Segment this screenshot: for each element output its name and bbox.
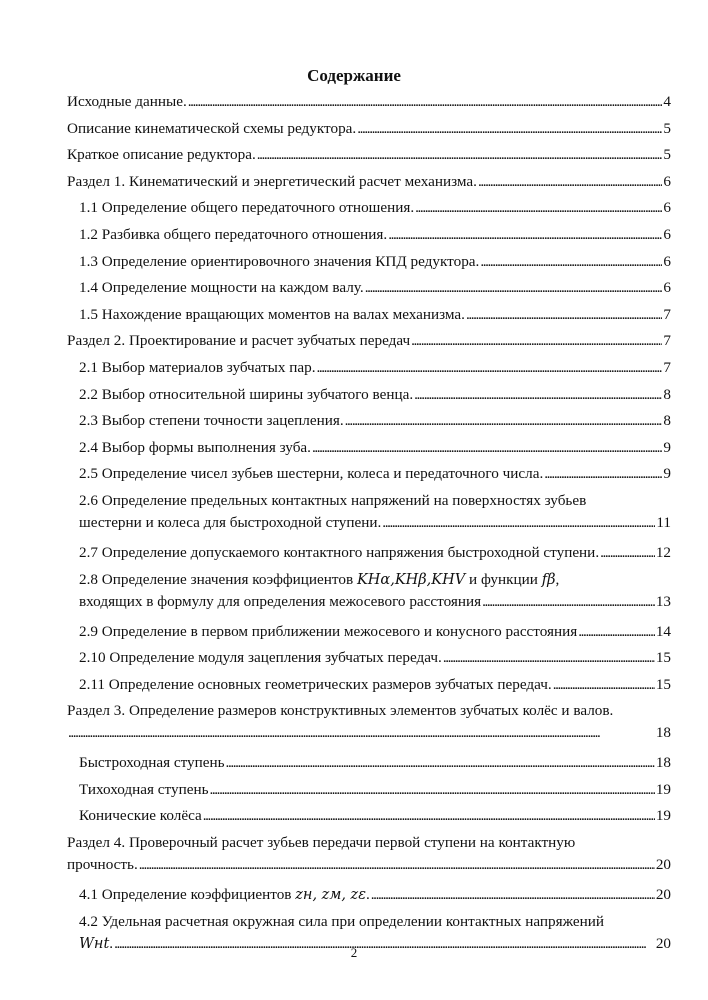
toc-page-number: 6 xyxy=(663,279,671,297)
toc-page-number: 11 xyxy=(656,513,671,531)
toc-entry[interactable] xyxy=(67,621,671,648)
toc-page-number: 19 xyxy=(655,780,671,798)
toc-entry[interactable] xyxy=(67,805,671,832)
leader-dots xyxy=(357,118,662,140)
toc-entry-text: 1.4 Определение мощности на каждом валу. xyxy=(79,279,364,297)
toc-entry-text: 2.4 Выбор формы выполнения зуба. xyxy=(79,438,311,456)
leader-dots xyxy=(139,854,655,876)
toc-entry[interactable] xyxy=(67,437,671,464)
leader-dots xyxy=(482,591,655,613)
toc-entry-text: Быстроходная ступень xyxy=(79,754,225,772)
toc-page-number: 12 xyxy=(655,543,671,561)
toc-page-number: 18 xyxy=(655,754,671,772)
toc-page-number: 6 xyxy=(663,252,671,270)
toc-entry-text: 1.1 Определение общего передаточного отношения. xyxy=(79,199,415,217)
toc-entry[interactable] xyxy=(67,118,671,145)
toc-page-number: 20 xyxy=(655,856,671,874)
leader-dots xyxy=(68,722,655,744)
toc-entry-text: 1.3 Определение ориентировочного значения КПД редуктора. xyxy=(79,252,480,270)
toc-entry-text-continued: шестерни и колеса для быстроходной ступени. xyxy=(79,513,382,531)
toc-entry-text: 1.2 Разбивка общего передаточного отношения. xyxy=(79,225,388,243)
leader-dots xyxy=(226,752,655,774)
text-segment: . xyxy=(365,886,370,904)
toc-entry-text: 2.6 Определение предельных контактных напряжений на поверхностях зубьев xyxy=(79,491,587,509)
text-segment: 2.8 Определение значения коэффициентов xyxy=(79,570,357,588)
toc-page-number: 8 xyxy=(663,385,671,403)
toc-entry-text: 4.2 Удельная расчетная окружная сила при определении контактных напряжений xyxy=(79,912,605,930)
leader-dots xyxy=(544,463,662,485)
toc-page-number: 6 xyxy=(663,199,671,217)
toc-page-number: 20 xyxy=(655,886,671,904)
toc-entry[interactable] xyxy=(67,463,671,490)
toc-entry-text-continued: входящих в формулу для определения межосевого расстояния xyxy=(79,592,482,610)
toc-entry[interactable] xyxy=(67,251,671,278)
toc-entry-text: 2.10 Определение модуля зацепления зубчатых передач. xyxy=(79,649,442,667)
toc-entry[interactable] xyxy=(67,357,671,384)
leader-dots xyxy=(415,197,662,219)
toc-entry-text: 2.3 Выбор степени точности зацепления. xyxy=(79,412,344,430)
leader-dots xyxy=(466,304,662,326)
toc-page-number: 4 xyxy=(663,93,671,110)
toc-entry-text: 2.2 Выбор относительной ширины зубчатого венца. xyxy=(79,385,414,403)
toc-entry-text: Описание кинематической схемы редуктора. xyxy=(67,119,357,137)
formula: zн, zм, zε xyxy=(295,887,366,904)
leader-dots xyxy=(388,224,662,246)
leader-dots xyxy=(188,91,663,113)
leader-dots xyxy=(414,384,662,406)
toc-entry-text: 2.5 Определение чисел зубьев шестерни, колеса и передаточного числа. xyxy=(79,465,544,483)
text-segment: . xyxy=(109,934,114,952)
toc-page-number: 7 xyxy=(663,358,671,376)
toc-page-number: 18 xyxy=(655,724,671,742)
toc-entry-text: 2.7 Определение допускаемого контактного напряжения быстроходной ступени. xyxy=(79,543,600,561)
toc-entry[interactable] xyxy=(67,91,671,118)
toc-entry[interactable] xyxy=(67,410,671,437)
leader-dots xyxy=(312,437,662,459)
leader-dots xyxy=(257,144,663,166)
leader-dots xyxy=(411,330,662,352)
toc-page-number: 20 xyxy=(655,934,671,952)
toc-page-number: 13 xyxy=(655,592,671,610)
leader-dots xyxy=(317,357,663,379)
toc-page-number: 8 xyxy=(663,412,671,430)
toc-entry-text: Раздел 1. Кинематический и энергетический расчет механизма. xyxy=(67,172,477,190)
toc-entry[interactable] xyxy=(67,832,671,884)
toc-entry[interactable] xyxy=(67,171,671,198)
formula: Wнt xyxy=(79,935,110,952)
toc-page-number: 5 xyxy=(663,146,671,164)
toc-page-number: 6 xyxy=(663,225,671,243)
toc-entry-text: 2.9 Определение в первом приближении межосевого и конусного расстояния xyxy=(79,622,578,640)
toc-entry-text: Раздел 4. Проверочный расчет зубьев передачи первой ступени на контактную xyxy=(67,834,576,852)
toc-entry[interactable] xyxy=(67,674,671,701)
toc-entry-text: 1.5 Нахождение вращающих моментов на валах механизма. xyxy=(79,305,465,323)
toc-entry[interactable] xyxy=(67,490,671,542)
toc-entry-text: Краткое описание редуктора. xyxy=(67,146,256,164)
toc-entry[interactable] xyxy=(67,224,671,251)
toc-page-number: 15 xyxy=(655,675,671,693)
leader-dots xyxy=(371,884,655,906)
toc-entry-text: Конические колёса xyxy=(79,807,202,825)
toc-entry[interactable] xyxy=(67,569,671,621)
leader-dots xyxy=(210,779,655,801)
toc-page-number: 9 xyxy=(663,465,671,483)
toc-entry[interactable] xyxy=(67,277,671,304)
leader-dots xyxy=(578,621,655,643)
toc-entry[interactable] xyxy=(67,542,671,569)
toc-entry-text: Исходные данные. xyxy=(67,93,187,110)
formula: KHα,KHβ,KHV xyxy=(356,571,466,588)
leader-dots xyxy=(203,805,655,827)
leader-dots xyxy=(600,542,655,564)
text-segment: и функции xyxy=(465,570,542,588)
toc-entry[interactable] xyxy=(67,197,671,224)
toc-page-number: 15 xyxy=(655,649,671,667)
toc-entry[interactable] xyxy=(67,304,671,331)
text-segment: , xyxy=(555,570,560,588)
leader-dots xyxy=(553,674,655,696)
formula: fβ xyxy=(541,571,556,588)
toc-page-number: 5 xyxy=(663,119,671,137)
toc-page-number: 14 xyxy=(655,622,671,640)
toc-entry[interactable] xyxy=(67,752,671,779)
toc-entry-text xyxy=(79,884,370,906)
leader-dots xyxy=(382,512,655,534)
leader-dots xyxy=(480,251,662,273)
toc-entry[interactable] xyxy=(67,144,671,171)
toc-entry-text xyxy=(79,569,671,591)
text-segment: 4.1 Определение коэффициентов xyxy=(79,886,296,904)
toc-entry-text: Раздел 2. Проектирование и расчет зубчатых передач xyxy=(67,332,411,350)
toc-entry[interactable] xyxy=(67,700,671,752)
leader-dots xyxy=(365,277,663,299)
toc-page-number: 19 xyxy=(655,807,671,825)
toc-entry[interactable] xyxy=(67,884,671,911)
toc-entry-text-continued: прочность. xyxy=(67,856,138,874)
toc-entry-text: 2.1 Выбор материалов зубчатых пар. xyxy=(79,358,316,376)
toc-entry[interactable] xyxy=(67,384,671,411)
page-number: 2 xyxy=(350,945,358,960)
toc-page-number: 6 xyxy=(663,172,671,190)
table-of-contents xyxy=(67,91,671,963)
toc-entry-text: Тихоходная ступень xyxy=(79,780,209,798)
leader-dots xyxy=(345,410,663,432)
toc-page-number: 9 xyxy=(663,438,671,456)
toc-page-number: 7 xyxy=(663,305,671,323)
leader-dots xyxy=(478,171,662,193)
toc-entry[interactable] xyxy=(67,779,671,806)
toc-entry[interactable] xyxy=(67,647,671,674)
toc-entry-text: 2.11 Определение основных геометрических размеров зубчатых передач. xyxy=(79,675,552,693)
toc-entry[interactable] xyxy=(67,330,671,357)
toc-entry-text: Раздел 3. Определение размеров конструктивных элементов зубчатых колёс и валов. xyxy=(67,702,614,720)
toc-page-number: 7 xyxy=(663,332,671,350)
leader-dots xyxy=(443,647,655,669)
toc-title: Содержание xyxy=(307,66,401,85)
